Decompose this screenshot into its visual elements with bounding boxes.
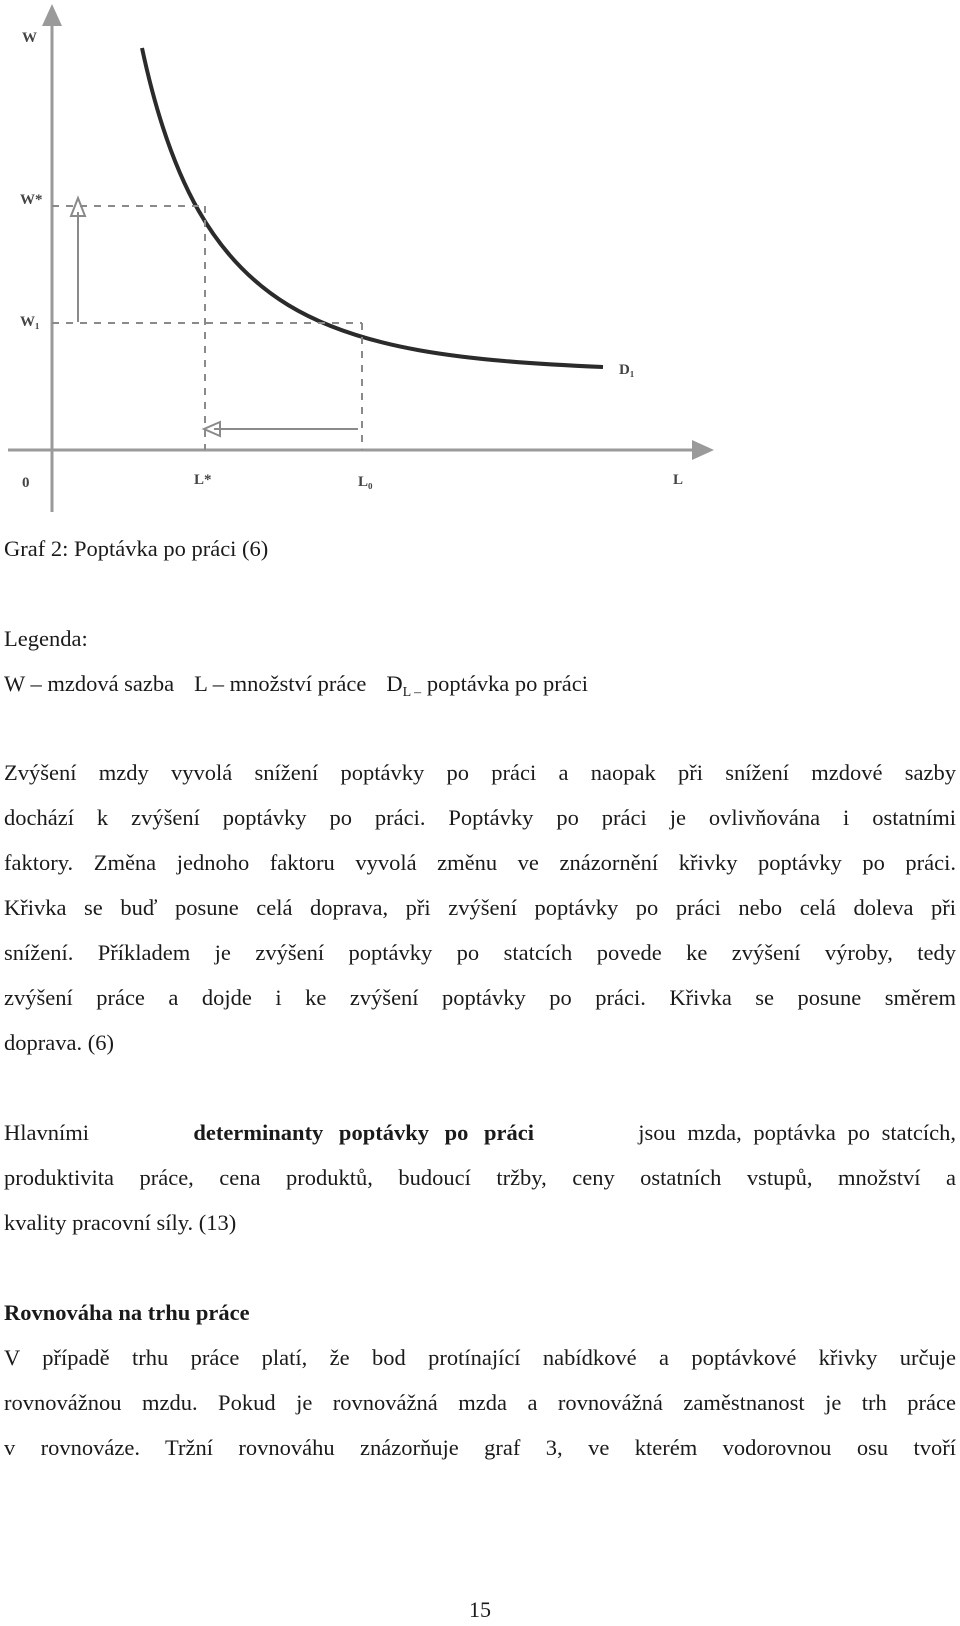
para3-line-1: V případě trhu práce platí, že bod protínající nabídkové a poptávkové křivky určuje (4, 1345, 956, 1370)
legend-l: L – množství práce (194, 671, 367, 696)
para3-line-2: rovnovážnou mzdu. Pokud je rovnovážná mzda a rovnovážná zaměstnanost je trh práce (4, 1390, 956, 1415)
para2-line-3: kvality pracovní síly. (13) (4, 1210, 237, 1235)
graph-caption: Graf 2: Poptávka po práci (6) (4, 536, 269, 561)
x-tick-l-zero: L₀ (358, 474, 373, 490)
demand-curve (142, 48, 603, 367)
legend-title: Legenda: (4, 626, 88, 651)
legend-d: D (386, 671, 403, 696)
para1-line-2: dochází k zvýšení poptávky po práci. Poptávky po práci je ovlivňována i ostatními (4, 805, 956, 830)
para1-line-6: zvýšení práce a dojde i ke zvýšení poptávky po práci. Křivka se posune směrem (4, 985, 956, 1010)
para1-line-5: snížení. Příkladem je zvýšení poptávky po statcích povede ke zvýšení výroby, tedy (4, 940, 956, 965)
para2-rest: jsou mzda, poptávka po statcích, (638, 1120, 956, 1145)
origin-label: 0 (22, 475, 30, 491)
para3-line-3: v rovnováze. Tržní rovnováhu znázorňuje graf 3, ve kterém vodorovnou osu tvoří (4, 1435, 956, 1460)
x-tick-l-star: L* (194, 472, 212, 488)
y-axis-arrow (42, 4, 62, 26)
para2-lead: Hlavními (4, 1120, 89, 1145)
curve-label: D₁ (619, 362, 635, 378)
page-number: 15 (469, 1597, 491, 1622)
para2-line-2: produktivita práce, cena produktů, budoucí tržby, ceny ostatních vstupů, množství a (4, 1165, 956, 1190)
para1-line-3: faktory. Změna jednoho faktoru vyvolá změnu ve znázornění křivky poptávky po práci. (4, 850, 956, 875)
legend-d-subscript: L – (402, 685, 422, 700)
y-tick-w-star: W* (20, 192, 43, 208)
para1-line-1: Zvýšení mzdy vyvolá snížení poptávky po práci a naopak při snížení mzdové sazby (4, 760, 956, 785)
legend-d-text: poptávka po práci (426, 671, 589, 696)
y-axis-label: W (22, 30, 37, 46)
para2-line-1 (4, 1119, 956, 1147)
x-axis-arrow (692, 440, 714, 460)
legend-entries (4, 670, 956, 702)
section-heading: Rovnováha na trhu práce (4, 1300, 250, 1325)
para1-line-4: Křivka se buď posune celá doprava, při zvýšení poptávky po práci nebo celá doleva při (4, 895, 956, 920)
labor-demand-graph (0, 0, 760, 530)
para2-bold-term: determinanty poptávky po práci (193, 1120, 534, 1145)
x-axis-label: L (673, 472, 684, 488)
legend-w: W – mzdová sazba (4, 671, 175, 696)
para1-line-7: doprava. (6) (4, 1030, 114, 1055)
y-tick-w-one: W₁ (20, 314, 40, 330)
